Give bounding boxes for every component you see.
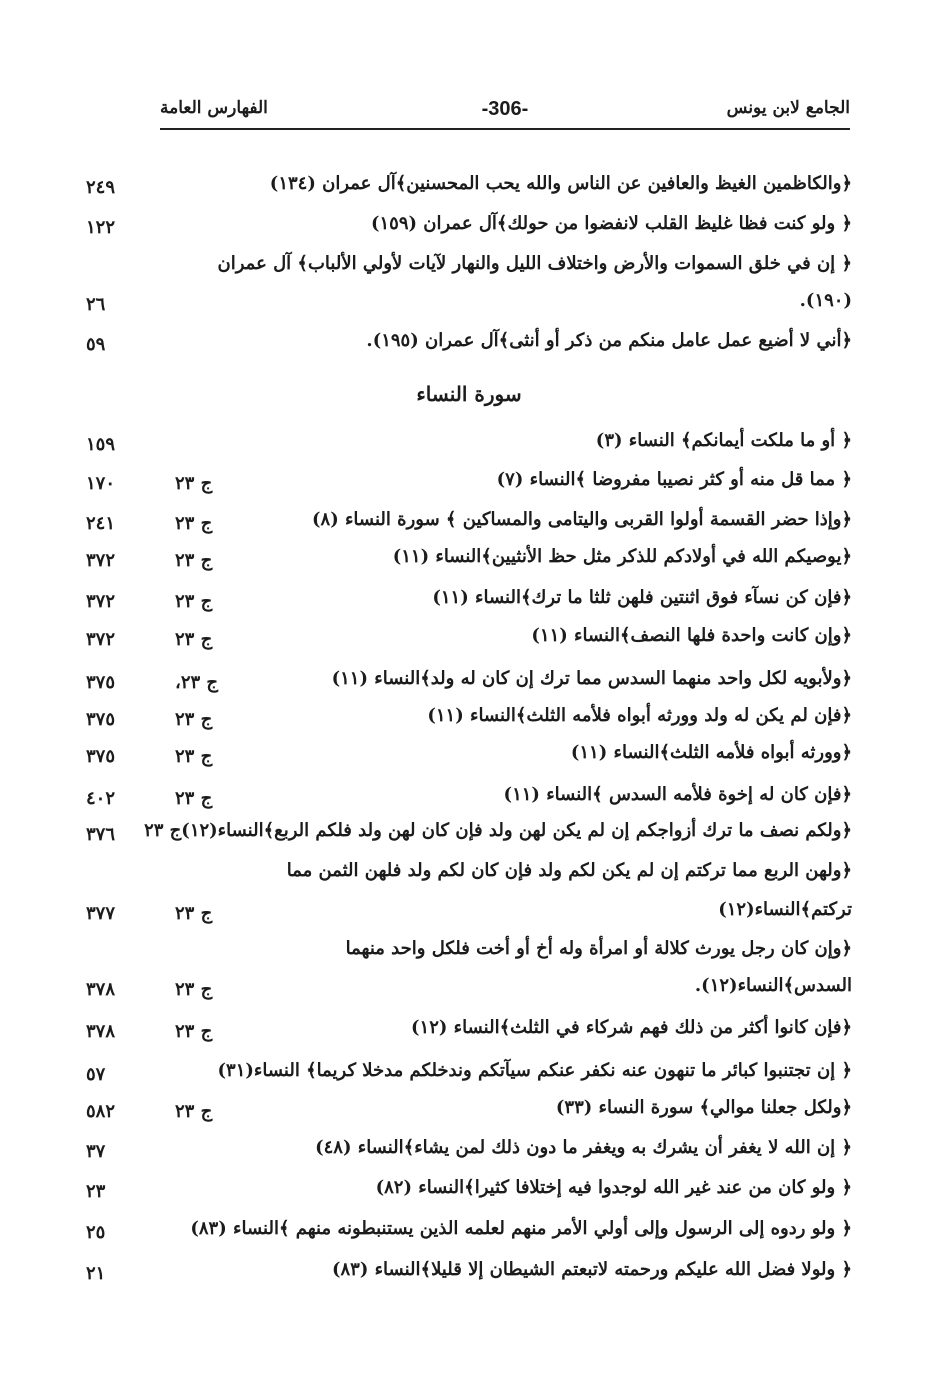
volume-ref: ج ٢٣ xyxy=(175,709,213,730)
page-ref: ٣٧٨ xyxy=(86,979,116,1000)
index-row xyxy=(0,283,938,319)
verse-text: ﴿وإن كانت واحدة فلها النصف﴾النساء (١١) xyxy=(531,625,852,646)
index-row xyxy=(0,462,938,498)
book-title: الجامع لابن يونس xyxy=(726,98,850,118)
page-ref: ١٧٠ xyxy=(86,473,116,494)
verse-text: السدس﴾النساء(١٢). xyxy=(694,975,852,996)
page-ref: ٣٧٧ xyxy=(86,903,116,924)
verse-text: ﴿ إن تجتنبوا كبائر ما تنهون عنه نكفر عنكم سيآتكم وندخلكم مدخلا كريما﴾ النساء(٣١) xyxy=(217,1060,852,1081)
page-ref: ٥٧ xyxy=(86,1064,106,1085)
index-row xyxy=(0,931,938,967)
page-ref: ٣٧٢ xyxy=(86,550,116,571)
page-ref: ٢٤١ xyxy=(86,513,116,534)
verse-text: ﴿فإن لم يكن له ولد وورثه أبواه فلأمه الثلث﴾النساء (١١) xyxy=(427,705,852,726)
verse-text: ﴿ولهن الربع مما تركتم إن لم يكن لكم ولد فإن كان لكم ولد فلهن الثمن مما xyxy=(286,860,852,881)
verse-text: ﴿والكاظمين الغيظ والعافين عن الناس والله يحب المحسنين﴾آل عمران (١٣٤) xyxy=(269,173,852,194)
page-ref: ٣٧٨ xyxy=(86,1021,116,1042)
index-row xyxy=(0,1252,938,1288)
page-ref: ٢٦ xyxy=(86,294,106,315)
index-row xyxy=(0,1090,938,1126)
page-ref: ٣٧٢ xyxy=(86,629,116,650)
volume-ref: ج ٢٣ xyxy=(175,473,213,494)
volume-ref: ج ٢٣ xyxy=(175,513,213,534)
volume-ref: ج ٢٣ xyxy=(175,903,213,924)
page-number: -306- xyxy=(481,98,529,120)
index-row xyxy=(0,323,938,359)
index-row xyxy=(0,968,938,1004)
index-row xyxy=(0,246,938,282)
page-ref: ٢٤٩ xyxy=(86,177,116,198)
page-ref: ٣٧٦ xyxy=(86,824,116,845)
index-row xyxy=(0,698,938,734)
index-row xyxy=(0,1130,938,1166)
volume-ref: ج ٢٣ xyxy=(175,979,213,1000)
verse-text: تركتم﴾النساء(١٢) xyxy=(718,899,852,920)
index-row xyxy=(0,813,938,849)
verse-text: ﴿فإن كن نسآء فوق اثنتين فلهن ثلثا ما ترك﴾النساء (١١) xyxy=(432,587,852,608)
verse-text: ﴿ولكم نصف ما ترك أزواجكم إن لم يكن لهن ولد فإن كان لهن ولد فلكم الربع﴾النساء(١٢)ج ٢٣ xyxy=(144,820,852,841)
index-row xyxy=(0,618,938,654)
index-row xyxy=(0,853,938,889)
page-ref: ٣٧ xyxy=(86,1141,106,1162)
verse-text: ﴿ مما قل منه أو كثر نصيبا مفروضا ﴾النساء (٧) xyxy=(496,469,852,490)
volume-ref: ج ٢٣ xyxy=(175,591,213,612)
verse-text: ﴿ ولولا فضل الله عليكم ورحمته لاتبعتم الشيطان إلا قليلا﴾النساء (٨٣) xyxy=(331,1259,852,1280)
index-row xyxy=(0,1170,938,1206)
index-row xyxy=(0,166,938,202)
verse-text: ﴿ ولو كنت فظا غليظ القلب لانفضوا من حولك﴾آل عمران (١٥٩) xyxy=(370,213,852,234)
page-ref: ٥٩ xyxy=(86,334,106,355)
verse-text: ﴿ ولو ردوه إلى الرسول وإلى أولي الأمر منهم لعلمه الذين يستنبطونه منهم ﴾النساء (٨٣) xyxy=(190,1218,852,1239)
index-row xyxy=(0,502,938,538)
verse-text: ﴿ إن في خلق السموات والأرض واختلاف الليل والنهار لآيات لأولي الألباب﴾ آل عمران xyxy=(217,253,852,274)
page-ref: ٣٧٥ xyxy=(86,709,116,730)
verse-text: ﴿ولأبويه لكل واحد منهما السدس مما ترك إن كان له ولد﴾النساء (١١) xyxy=(331,668,852,689)
index-row xyxy=(0,661,938,697)
volume-ref: ج ٢٣ xyxy=(175,788,213,809)
page-ref: ١٥٩ xyxy=(86,434,116,455)
index-row xyxy=(0,1053,938,1089)
verse-text: ﴿وورثه أبواه فلأمه الثلث﴾النساء (١١) xyxy=(570,742,852,763)
page-ref: ٥٨٢ xyxy=(86,1101,116,1122)
page-ref: ٣٧٥ xyxy=(86,672,116,693)
index-row xyxy=(0,539,938,575)
verse-text: ﴿ ولو كان من عند غير الله لوجدوا فيه إختلافا كثيرا﴾النساء (٨٢) xyxy=(375,1177,852,1198)
verse-text: ﴿ولكل جعلنا موالي﴾ سورة النساء (٣٣) xyxy=(555,1097,852,1118)
volume-ref: ج ٢٣ xyxy=(175,629,213,650)
index-row xyxy=(0,735,938,771)
surah-heading: سورة النساء xyxy=(416,382,522,406)
index-row xyxy=(0,580,938,616)
page-ref: ٤٠٢ xyxy=(86,788,116,809)
index-row xyxy=(0,423,938,459)
verse-text: ﴿فإن كانوا أكثر من ذلك فهم شركاء في الثلث﴾النساء (١٢) xyxy=(411,1017,852,1038)
volume-ref: ج ٢٣ xyxy=(175,746,213,767)
verse-text: ﴿ أو ما ملكت أيمانكم﴾ النساء (٣) xyxy=(595,430,852,451)
page-header xyxy=(160,92,850,130)
verse-text: ﴿أني لا أضيع عمل عامل منكم من ذكر أو أنثى﴾آل عمران (١٩٥). xyxy=(366,330,852,351)
index-row xyxy=(0,892,938,928)
index-row xyxy=(0,1211,938,1247)
index-row xyxy=(0,777,938,813)
verse-text: ﴿يوصيكم الله في أولادكم للذكر مثل حظ الأنثيين﴾النساء (١١) xyxy=(392,546,852,567)
page-ref: ٣٧٢ xyxy=(86,591,116,612)
volume-ref: ج ٢٣ xyxy=(175,1021,213,1042)
page-ref: ٢٥ xyxy=(86,1222,106,1243)
verse-text: (١٩٠). xyxy=(799,290,852,311)
index-row xyxy=(0,206,938,242)
verse-text: ﴿فإن كان له إخوة فلأمه السدس ﴾النساء (١١) xyxy=(503,784,852,805)
volume-ref: ج ٢٣ xyxy=(175,550,213,571)
verse-text: ﴿وإن كان رجل يورث كلالة أو امرأة وله أخ أو أخت فلكل واحد منهما xyxy=(345,938,852,959)
verse-text: ﴿ إن الله لا يغفر أن يشرك به ويغفر ما دون ذلك لمن يشاء﴾النساء (٤٨) xyxy=(315,1137,852,1158)
index-row xyxy=(0,1010,938,1046)
volume-ref: ج ٢٣، xyxy=(175,672,219,693)
volume-ref: ج ٢٣ xyxy=(175,1101,213,1122)
page-ref: ١٢٢ xyxy=(86,217,116,238)
page-ref: ٢٣ xyxy=(86,1181,106,1202)
section-title: الفهارس العامة xyxy=(160,98,268,118)
page-ref: ٣٧٥ xyxy=(86,746,116,767)
page-ref: ٢١ xyxy=(86,1263,106,1284)
verse-text: ﴿وإذا حضر القسمة أولوا القربى واليتامى والمساكين ﴾ سورة النساء (٨) xyxy=(311,509,852,530)
